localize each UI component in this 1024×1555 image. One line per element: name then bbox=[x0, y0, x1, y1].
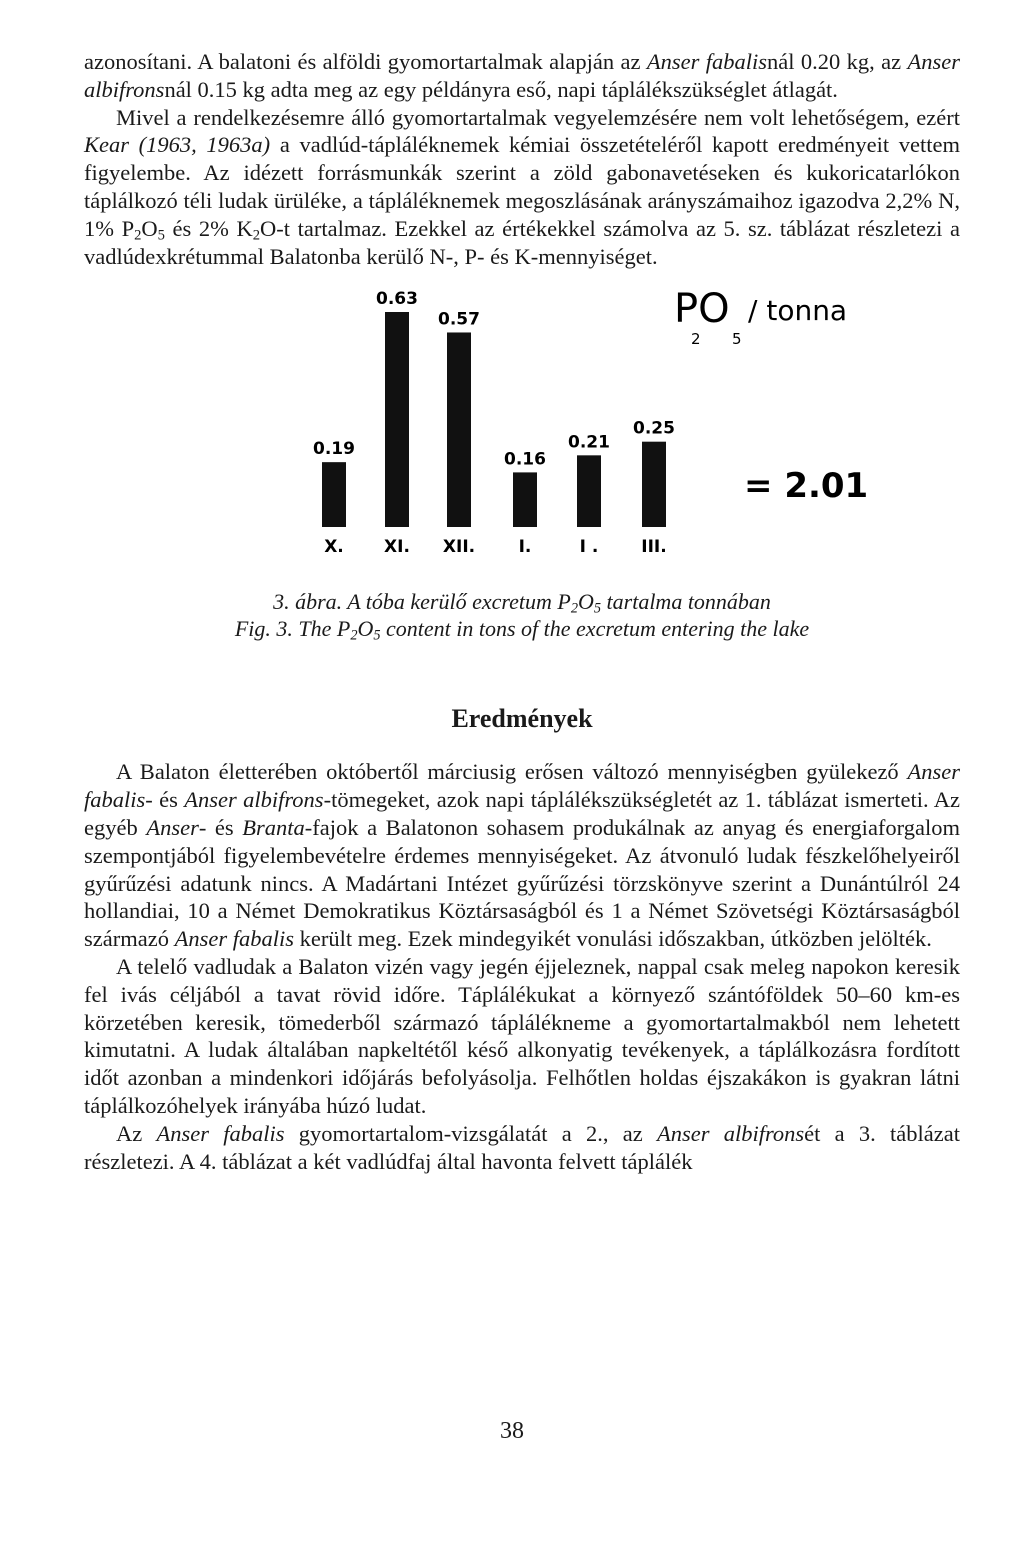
text-run: O bbox=[357, 616, 374, 642]
subscript: 5 bbox=[157, 227, 165, 244]
species-name: Anser albifrons bbox=[84, 49, 961, 102]
genus-name: Branta bbox=[242, 814, 305, 840]
paragraph-2 bbox=[84, 104, 960, 271]
subscript: 2 bbox=[134, 227, 142, 244]
species-name: Anser fabalis bbox=[84, 759, 960, 813]
caption-en bbox=[84, 615, 960, 642]
text-run: O-t tartalmaz. Ezekkel az értékekkel számolva az 5. sz. táblázat részletezi a vadlúdexkrétummal Balatonba kerülő N-, P- és K-mennyiséget. bbox=[84, 215, 960, 269]
paragraph-4 bbox=[84, 953, 960, 1120]
subscript: 2 bbox=[570, 600, 578, 617]
caption-hu bbox=[84, 588, 960, 615]
chart-total-label: = 2.01 bbox=[744, 466, 869, 507]
species-name: Anser fabalis bbox=[156, 1120, 285, 1146]
subscript: 5 bbox=[373, 627, 381, 644]
bar-value-label: 0.21 bbox=[568, 432, 610, 453]
text-run: nál 0.15 kg adta meg az egy példányra eső, napi táplálékszükséglet átlagát. bbox=[164, 76, 838, 102]
text-run: a vadlúd-tápláléknemek kémiai összetételéről kapott eredményeit vettem figyelembe. Az idézett forrásmunkák szerint a zöld gabonavetéseken és kukoricatarlókon táplálkozó téli ludak ürüléke, a tápláléknemek megoszlásának arányszámaihoz igazodva 2,2% N, 1% P bbox=[84, 132, 960, 241]
text-run: Fig. 3. The P bbox=[234, 616, 351, 642]
bar-3 bbox=[447, 333, 471, 528]
text-run: O bbox=[141, 215, 158, 241]
species-name: Anser fabalis bbox=[646, 49, 767, 74]
bar-5 bbox=[577, 456, 601, 528]
bar-category-label: X. bbox=[324, 537, 344, 558]
bar-category-label: XI. bbox=[384, 537, 410, 558]
chart-title-sub-5: 5 bbox=[732, 330, 742, 349]
bar-1 bbox=[322, 463, 346, 528]
section-heading: Eredmények bbox=[451, 704, 593, 734]
bar-category-label: XII. bbox=[442, 537, 476, 558]
text-run: és 2% K bbox=[164, 215, 253, 241]
bar-value-label: 0.63 bbox=[376, 289, 418, 310]
text-run: azonosítani. A balatoni és alföldi gyomortartalmak alapján az bbox=[84, 49, 647, 74]
species-name: Anser fabalis bbox=[174, 926, 294, 952]
text-run: ét a 3. táblázat részletezi. A 4. táblázat a két vadlúdfaj által havonta felvett táplálék bbox=[84, 1120, 960, 1174]
paragraph-3 bbox=[84, 758, 960, 953]
bar-category-label: I . bbox=[579, 537, 599, 558]
text-run: 3. ábra. A tóba kerülő excretum P bbox=[273, 589, 571, 615]
text-run: - és bbox=[198, 814, 243, 840]
text-run: A Balaton életterében októbertől márciusig erősen változó mennyiségben gyülekező bbox=[116, 759, 908, 785]
chart-title-main: PO bbox=[674, 286, 730, 333]
bar-chart bbox=[84, 282, 960, 582]
species-name: Anser albifrons bbox=[184, 787, 324, 813]
text-run: O bbox=[577, 589, 594, 615]
figure-caption bbox=[84, 588, 960, 642]
text-run: tartalma tonnában bbox=[601, 589, 771, 615]
species-name: Anser albifrons bbox=[656, 1120, 805, 1146]
page-body bbox=[84, 48, 960, 1175]
page-number: 38 bbox=[500, 1418, 524, 1444]
subscript: 2 bbox=[252, 227, 261, 244]
bar-value-label: 0.57 bbox=[438, 309, 480, 330]
bar-2 bbox=[385, 312, 409, 527]
bar-category-label: I. bbox=[518, 537, 532, 558]
text-run: Az bbox=[116, 1120, 157, 1146]
bar-category-label: III. bbox=[641, 537, 667, 558]
figure-3 bbox=[84, 282, 960, 582]
text-run: nál 0.20 kg, az bbox=[766, 49, 908, 74]
bar-value-label: 0.19 bbox=[313, 439, 355, 460]
bar-value-label: 0.16 bbox=[504, 449, 546, 470]
paragraph-1 bbox=[84, 48, 960, 104]
text-run: került meg. Ezek mindegyikét vonulási időszakban, útközben jelölték. bbox=[293, 926, 932, 952]
paragraph-5 bbox=[84, 1120, 960, 1176]
text-run: A telelő vadludak a Balaton vizén vagy jegén éjjeleznek, nappal csak meleg napokon keresik fel ivás céljából a tavat rövid időre. Táplálékukat a környező szántóföldek 50–60 km-es körzetében keresik, tömederből származó táplálékneme a gyomortartalmakból nem lehetett kimutatni. A ludak általában napkeltétől késő alkonyatig tevékenyek, a táplálkozásra fordított időt azonban a mindenkori időjárás befolyásolja. Felhőtlen holdas éjszakákon is gyakran látni táplálkozóhelyek irányába húzó ludat. bbox=[84, 953, 960, 1118]
chart-title-sub-2: 2 bbox=[691, 330, 701, 349]
text-run: -tömegeket, azok napi táplálékszükségletét az 1. táblázat ismerteti. Az egyéb bbox=[84, 787, 960, 840]
text-run: - és bbox=[145, 787, 185, 813]
bar-4 bbox=[513, 473, 537, 528]
bar-6 bbox=[642, 442, 666, 527]
chart-title-unit: / tonna bbox=[748, 294, 848, 328]
text-run: gyomortartalom-vizsgálatát a 2., az bbox=[284, 1120, 657, 1146]
bar-value-label: 0.25 bbox=[633, 419, 675, 440]
subscript: 2 bbox=[350, 627, 358, 644]
text-run: Mivel a rendelkezésemre álló gyomortartalmak vegyelemzésére nem volt lehetőségem, ezért bbox=[116, 104, 960, 130]
text-run: content in tons of the excretum entering the lake bbox=[380, 616, 810, 642]
subscript: 5 bbox=[593, 600, 602, 617]
genus-name: Anser bbox=[146, 814, 199, 840]
citation: Kear (1963, 1963a) bbox=[84, 132, 271, 158]
text-run: -fajok a Balatonon sohasem produkálnak az anyag és energiaforgalom szempontjából figyelembevételre érdemes mennyiségeket. Az átvonuló ludak fészkelőhelyeiről gyűrűzési adatunk nincs. A Madártani Intézet gyűrűzési törzskönyve szerint a Dunántúlról 24 hollandiai, 10 a Német Demokratikus Köztársaságból és 1 a Német Szövetségi Köztársaságból származó bbox=[84, 814, 960, 952]
